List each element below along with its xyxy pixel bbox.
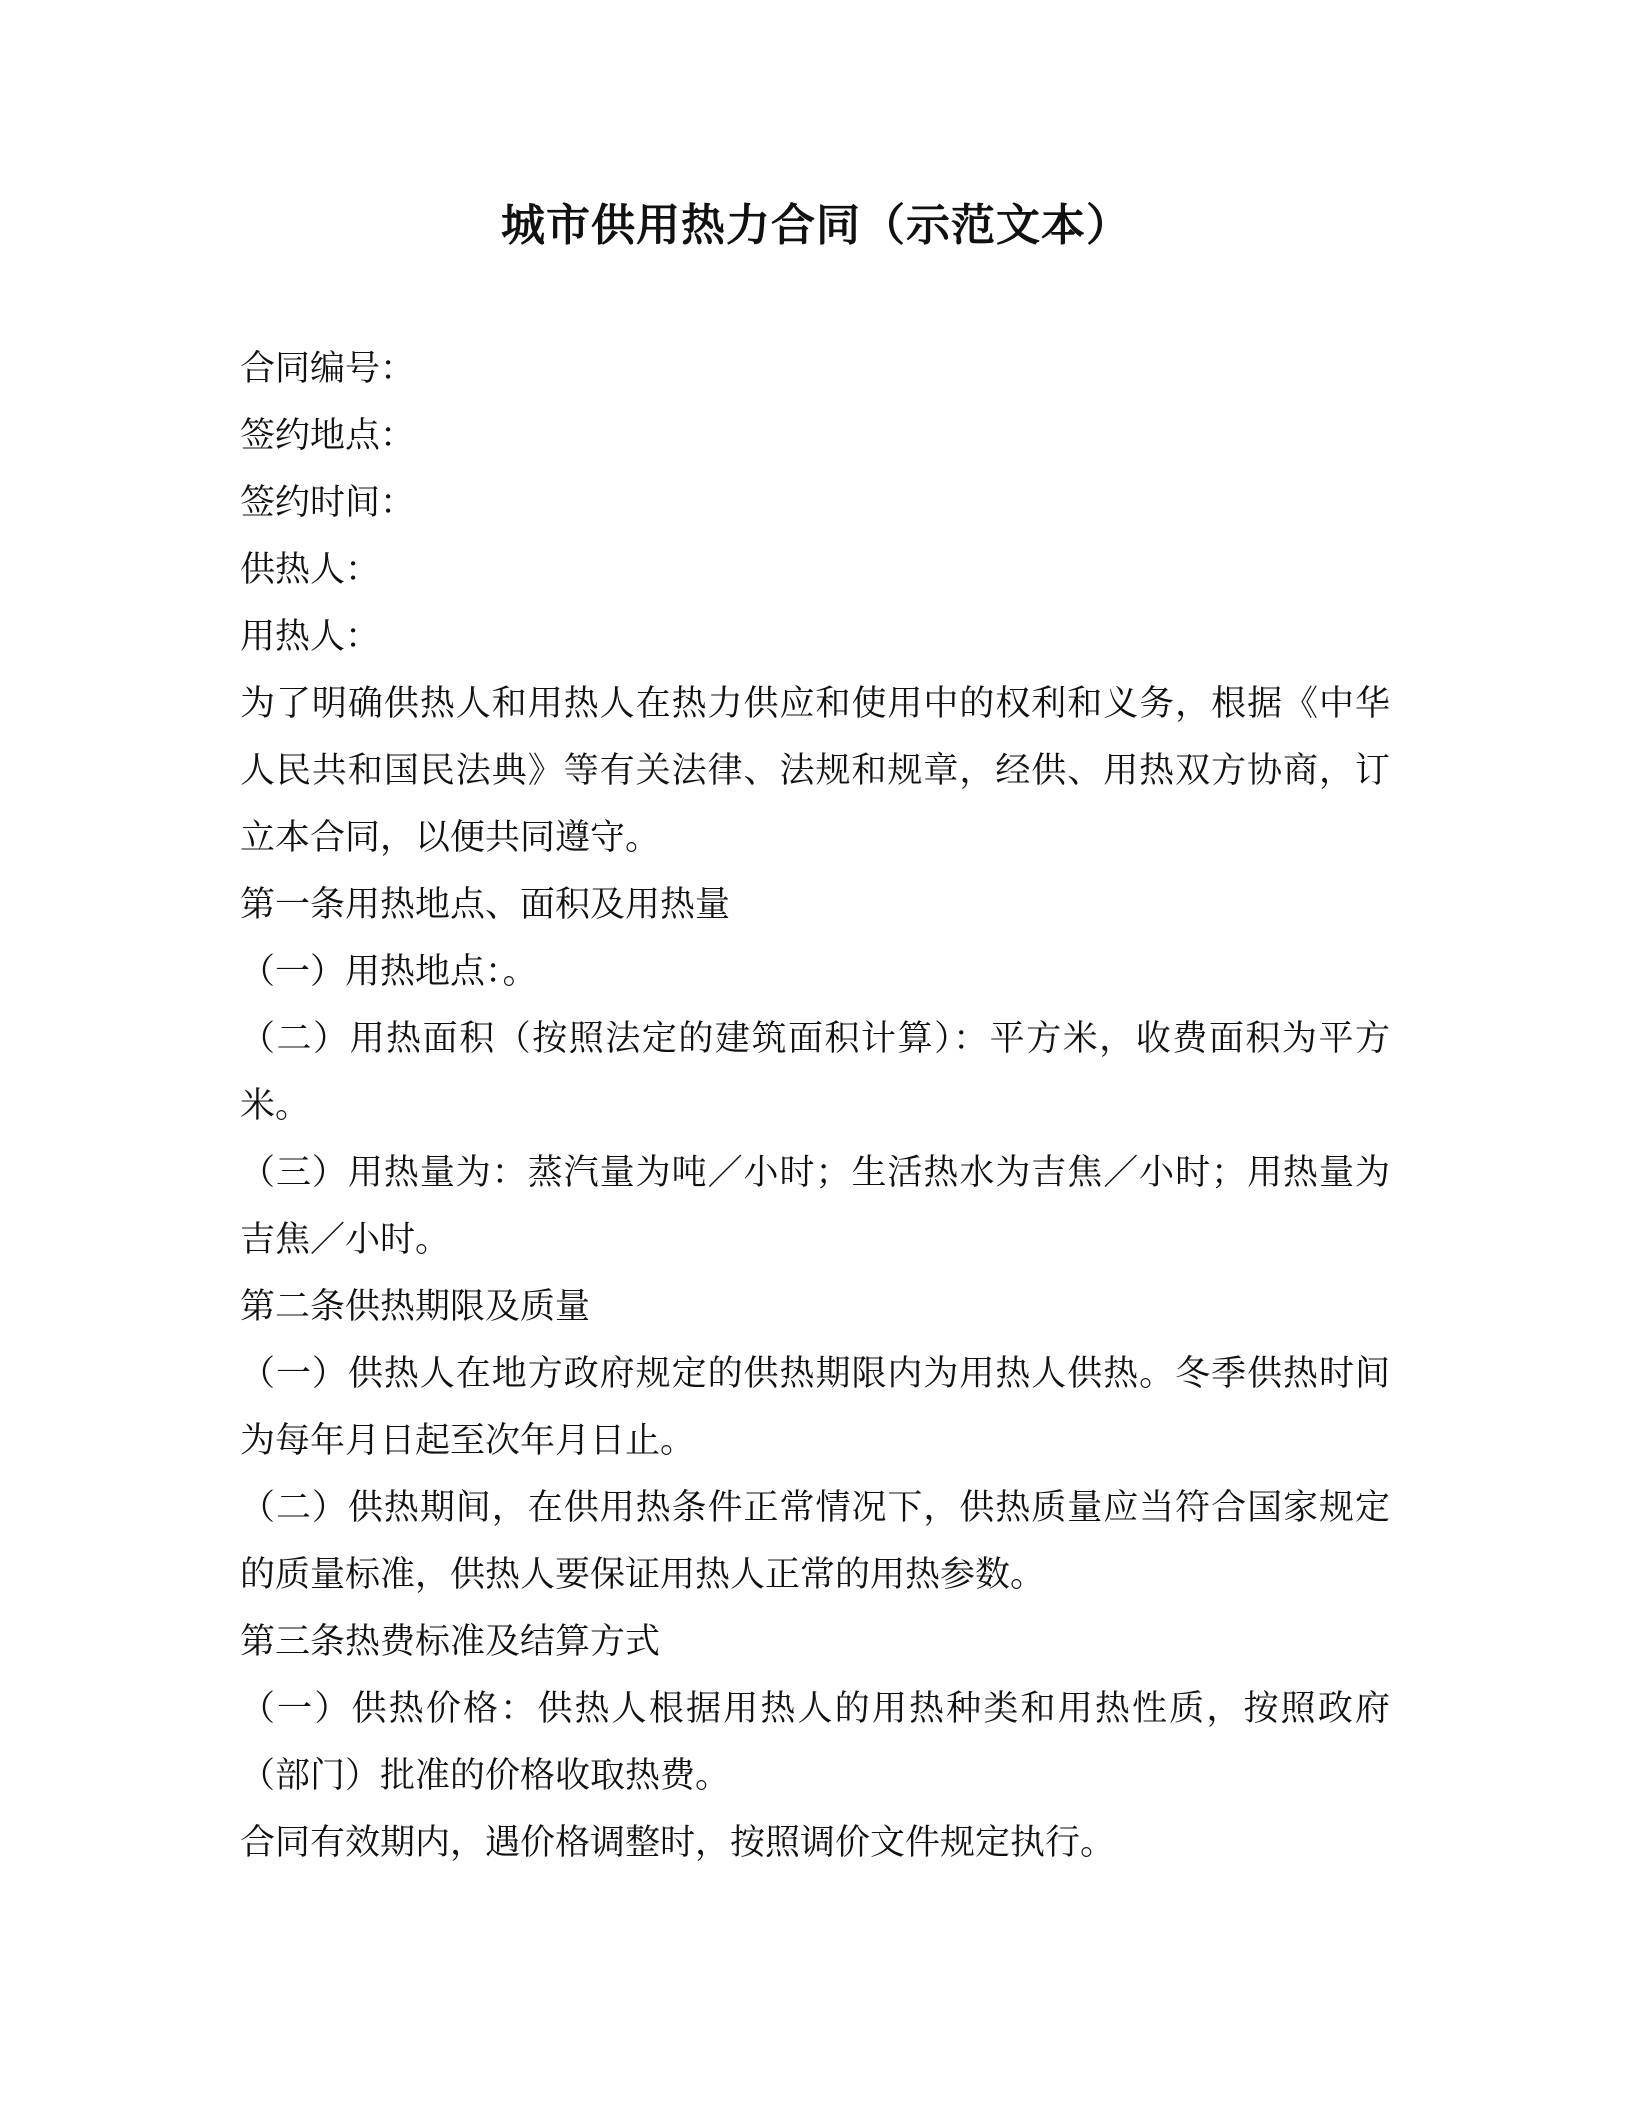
article-2-heading: 第二条供热期限及质量	[240, 1287, 591, 1327]
article-3-heading: 第三条热费标准及结算方式	[240, 1622, 661, 1662]
article-2-clause-1: （一）供热人在地方政府规定的供热期限内为用热人供热。冬季供热时间为每年月日起至次年月日止。	[240, 1354, 1390, 1461]
article-1-clause-3: （三）用热量为：蒸汽量为吨／小时；生活热水为吉焦／小时；用热量为吉焦／小时。	[240, 1153, 1390, 1260]
field-heat-user: 用热人：	[240, 617, 381, 657]
field-heat-supplier: 供热人：	[240, 550, 381, 590]
document-title: 城市供用热力合同（示范文本）	[501, 200, 1131, 251]
article-2-clause-2: （二）供热期间，在供用热条件正常情况下，供热质量应当符合国家规定的质量标准，供热人要保证用热人正常的用热参数。	[240, 1488, 1390, 1595]
article-1-heading: 第一条用热地点、面积及用热量	[240, 885, 731, 925]
article-3-clause-1: （一）供热价格：供热人根据用热人的用热种类和用热性质，按照政府（部门）批准的价格收取热费。	[240, 1689, 1390, 1796]
preamble-paragraph: 为了明确供热人和用热人在热力供应和使用中的权利和义务，根据《中华人民共和国民法典》等有关法律、法规和规章，经供、用热双方协商，订立本合同，以便共同遵守。	[240, 684, 1390, 858]
article-3-price-adjustment: 合同有效期内，遇价格调整时，按照调价文件规定执行。	[240, 1823, 1116, 1863]
article-1-clause-1: （一）用热地点：。	[240, 952, 538, 992]
field-signing-time: 签约时间：	[240, 483, 416, 523]
field-contract-number: 合同编号：	[240, 349, 416, 389]
field-signing-place: 签约地点：	[240, 416, 416, 456]
document-body	[240, 336, 1390, 1877]
article-1-clause-2: （二）用热面积（按照法定的建筑面积计算）：平方米，收费面积为平方米。	[240, 1019, 1390, 1126]
